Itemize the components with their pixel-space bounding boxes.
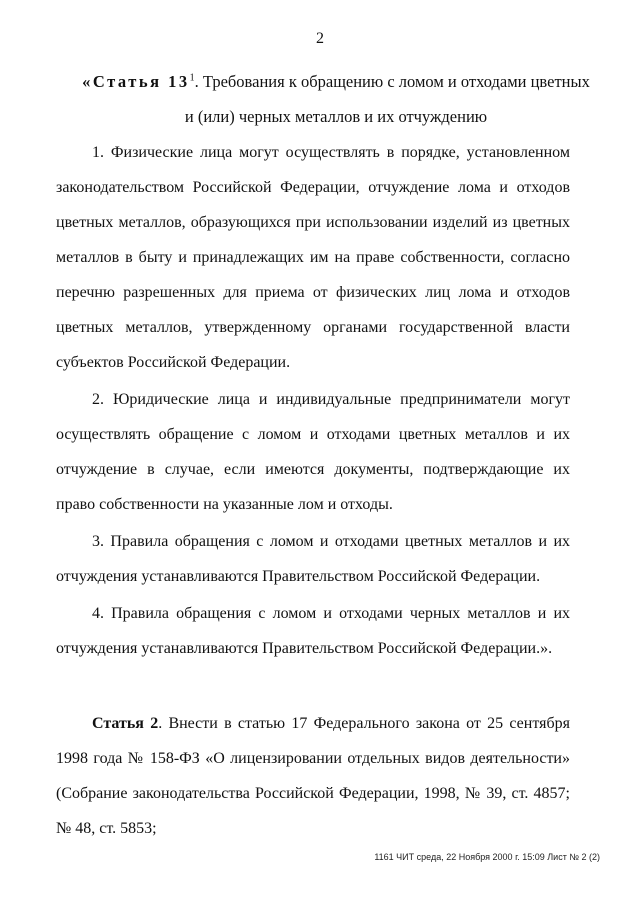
article-2-label: Статья 2 [92, 715, 159, 732]
article-2-paragraph [56, 706, 570, 846]
article-13-1-heading [76, 64, 596, 134]
article-13-1-superscript: 1 [189, 72, 195, 84]
article-13-1-paragraph-2: 2. Юридические лица и индивидуальные предприниматели могут осуществлять обращение с ломом и отходами цветных металлов и их отчуждение в случае, если имеются документы, подтверждающие их право собственности на указанные лом и отходы. [56, 391, 570, 513]
page-number: 2 [316, 30, 324, 47]
document-body [56, 135, 570, 846]
print-footer-stamp: 1161 ЧИТ среда, 22 Ноября 2000 г. 15:09 Лист № 2 (2) [374, 852, 600, 862]
article-13-1-label: «Статья 13 [82, 72, 190, 91]
article-13-1-paragraph-4: 4. Правила обращения с ломом и отходами черных металлов и их отчуждения устанавливаются Правительством Российской Федерации.». [56, 605, 570, 657]
article-2-text: . Внести в статью 17 Федерального закона от 25 сентября 1998 года № 158-ФЗ «О лицензировании отдельных видов деятельности» (Собрание законодательства Российской Федерации, 1998, № 39, ст. 4857; № 48, ст. 5853; [56, 715, 570, 837]
article-13-1-paragraph-3: 3. Правила обращения с ломом и отходами цветных металлов и их отчуждения устанавливаются Правительством Российской Федерации. [56, 533, 570, 585]
article-13-1-title: . Требования к обращению с ломом и отходами цветных и (или) черных металлов и их отчуждению [184, 72, 590, 126]
article-13-1-paragraph-1: 1. Физические лица могут осуществлять в порядке, установленном законодательством Российской Федерации, отчуждение лома и отходов цветных металлов, образующихся при использовании изделий из цветных металлов в быту и принадлежащих им на праве собственности, согласно перечню разрешенных для приема от физических лиц лома и отходов цветных металлов, утвержденному органами государственной власти субъектов Российской Федерации. [56, 144, 570, 371]
